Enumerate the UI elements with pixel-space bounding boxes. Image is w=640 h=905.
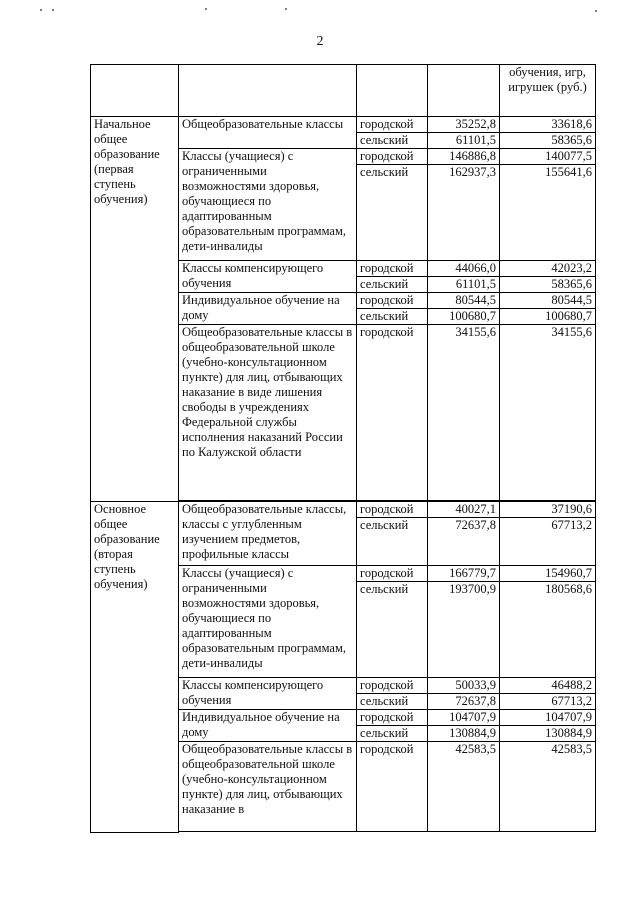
value-cell: 72637,8 [428, 518, 500, 566]
value-cell: 40027,1 [428, 502, 500, 518]
category-cell: Общеобразовательные классы в общеобразовательной школе (учебно-консультационном пункте) для лиц, отбывающих наказание в [179, 742, 357, 832]
locality-cell: сельский [357, 277, 428, 293]
category-cell: Общеобразовательные классы в общеобразовательной школе (учебно-консультационном пункте) для лиц, отбывающих наказание в виде лишения свободы в учреждениях Федеральной службы исполнения наказаний России по Калужской области [179, 325, 357, 501]
locality-cell: сельский [357, 726, 428, 742]
value-cell: 34155,6 [500, 325, 596, 501]
header-cell-locality [357, 65, 428, 117]
scan-speck [52, 9, 54, 11]
locality-cell: городской [357, 566, 428, 582]
value-cell: 104707,9 [500, 710, 596, 726]
locality-cell: городской [357, 710, 428, 726]
level-cell: Основное общее образование (вторая ступень обучения) [91, 502, 179, 833]
locality-cell: городской [357, 502, 428, 518]
locality-cell: городской [357, 293, 428, 309]
value-cell: 80544,5 [500, 293, 596, 309]
locality-cell: сельский [357, 518, 428, 566]
locality-cell: сельский [357, 582, 428, 678]
value-cell: 193700,9 [428, 582, 500, 678]
value-cell: 100680,7 [428, 309, 500, 325]
category-cell: Классы (учащиеся) с ограниченными возможностями здоровья, обучающиеся по адаптированным образовательным программам, дети-инвалиды [179, 566, 357, 678]
value-cell: 33618,6 [500, 117, 596, 133]
value-cell: 130884,9 [428, 726, 500, 742]
value-cell: 58365,6 [500, 133, 596, 149]
value-cell: 155641,6 [500, 165, 596, 261]
locality-cell: сельский [357, 694, 428, 710]
category-cell: Индивидуальное обучение на дому [179, 293, 357, 325]
value-cell: 67713,2 [500, 694, 596, 710]
locality-cell: городской [357, 117, 428, 133]
header-cell-norm-excl: обучения, игр, игрушек (руб.) [500, 65, 596, 117]
value-cell: 42583,5 [500, 742, 596, 832]
value-cell: 130884,9 [500, 726, 596, 742]
locality-cell: городской [357, 325, 428, 501]
scan-speck [40, 9, 42, 11]
spacer-cell [179, 832, 596, 833]
locality-cell: городской [357, 678, 428, 694]
header-row [91, 65, 596, 117]
category-cell: Индивидуальное обучение на дому [179, 710, 357, 742]
value-cell: 61101,5 [428, 277, 500, 293]
value-cell: 35252,8 [428, 117, 500, 133]
value-cell: 46488,2 [500, 678, 596, 694]
locality-cell: городской [357, 261, 428, 277]
locality-cell: сельский [357, 133, 428, 149]
table-row [91, 502, 596, 518]
scan-speck [595, 10, 597, 12]
value-cell: 50033,9 [428, 678, 500, 694]
value-cell: 58365,6 [500, 277, 596, 293]
value-cell: 80544,5 [428, 293, 500, 309]
value-cell: 42023,2 [500, 261, 596, 277]
scan-speck [205, 8, 207, 10]
value-cell: 180568,6 [500, 582, 596, 678]
value-cell: 166779,7 [428, 566, 500, 582]
value-cell: 72637,8 [428, 694, 500, 710]
category-cell: Классы (учащиеся) с ограниченными возможностями здоровья, обучающиеся по адаптированным образовательным программам, дети-инвалиды [179, 149, 357, 261]
header-cell-category [179, 65, 357, 117]
value-cell: 154960,7 [500, 566, 596, 582]
header-cell-norm [428, 65, 500, 117]
value-cell: 140077,5 [500, 149, 596, 165]
value-cell: 44066,0 [428, 261, 500, 277]
category-cell: Классы компенсирующего обучения [179, 261, 357, 293]
value-cell: 162937,3 [428, 165, 500, 261]
table-row [91, 117, 596, 133]
value-cell: 104707,9 [428, 710, 500, 726]
scan-speck [285, 8, 287, 10]
locality-cell: сельский [357, 309, 428, 325]
value-cell: 42583,5 [428, 742, 500, 832]
header-cell-level [91, 65, 179, 117]
value-cell: 67713,2 [500, 518, 596, 566]
category-cell: Общеобразовательные классы, классы с углубленным изучением предметов, профильные классы [179, 502, 357, 566]
locality-cell: сельский [357, 165, 428, 261]
value-cell: 146886,8 [428, 149, 500, 165]
level-cell: Начальное общее образование (первая ступень обучения) [91, 117, 179, 502]
value-cell: 100680,7 [500, 309, 596, 325]
locality-cell: городской [357, 149, 428, 165]
locality-cell: городской [357, 742, 428, 832]
category-cell: Классы компенсирующего обучения [179, 678, 357, 710]
value-cell: 34155,6 [428, 325, 500, 501]
value-cell: 61101,5 [428, 133, 500, 149]
category-cell: Общеобразовательные классы [179, 117, 357, 149]
cost-norms-table [90, 64, 596, 833]
value-cell: 37190,6 [500, 502, 596, 518]
page-number: 2 [316, 34, 324, 49]
